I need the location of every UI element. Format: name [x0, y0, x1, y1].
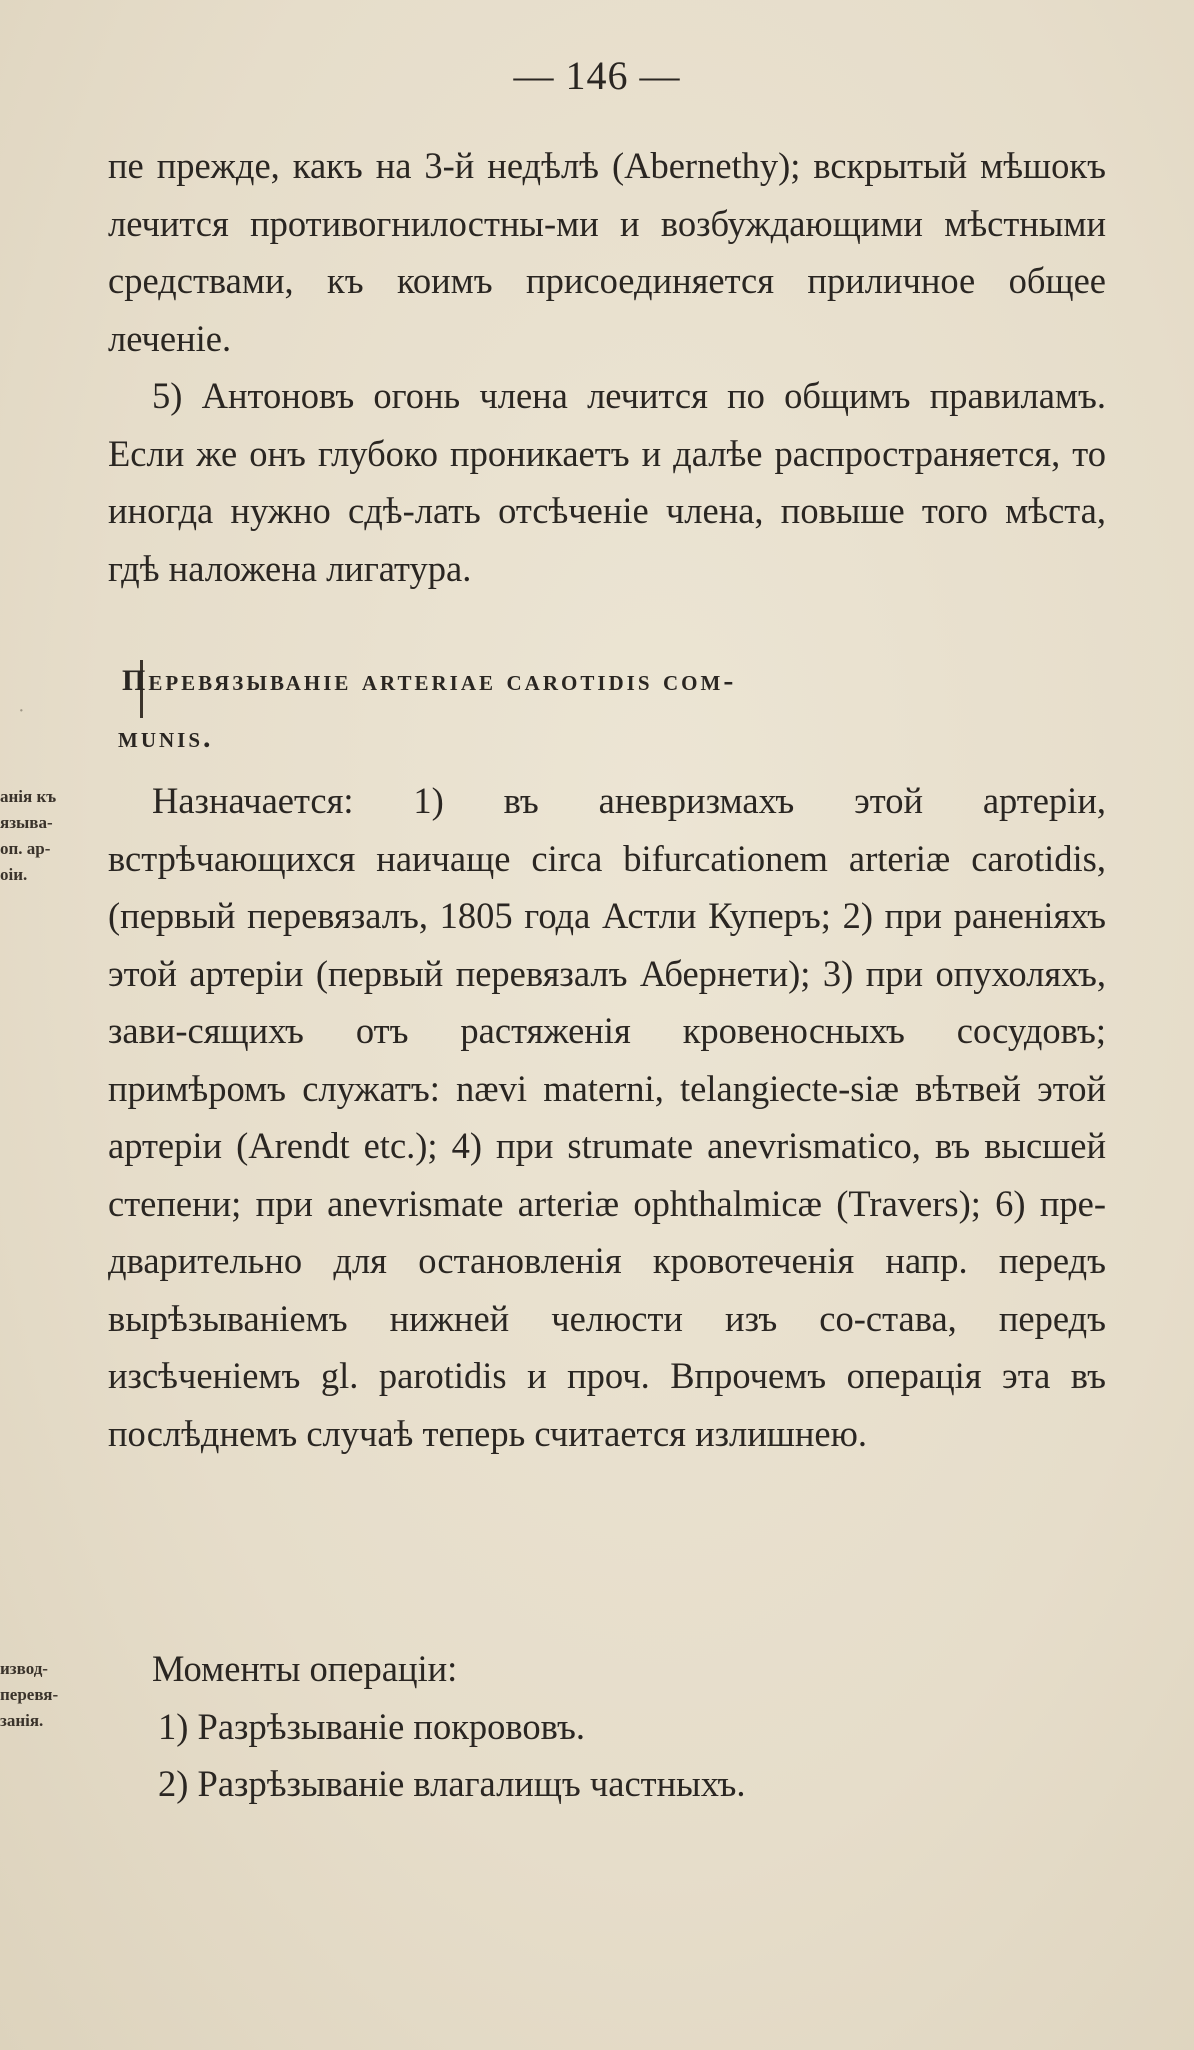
margin-note-line: языва-	[0, 813, 53, 832]
moments-item: 2) Разрѣзываніе влагалищъ частныхъ.	[158, 1763, 746, 1804]
section-heading-line2: munis.	[118, 721, 214, 754]
indications-block	[108, 772, 1106, 1462]
margin-note-indications	[0, 784, 108, 888]
page-number: — 146 —	[513, 53, 681, 98]
margin-note-line: оп. ар-	[0, 839, 51, 858]
paragraph-continuation: пе прежде, какъ на 3-й недѣлѣ (Abernethy); вскрытый мѣшокъ лечится противогнилостны-ми и возбуждающими мѣстными средствами, къ коимъ присоединяется приличное общее леченіе.	[108, 145, 1106, 359]
page-stain: ·	[18, 700, 25, 722]
margin-note-line: перевя-	[0, 1685, 59, 1704]
section-heading	[118, 652, 1102, 766]
margin-note-procedure	[0, 1656, 108, 1734]
paragraph-indications: Назначается: 1) въ аневризмахъ этой артеріи, встрѣчающихся наичаще circa bifurcationem arteriæ carotidis, (первый перевязалъ, 1805 года Астли Куперъ; 2) при раненіяхъ этой артеріи (первый перевязалъ Абернети); 3) при опухоляхъ, зави-сящихъ отъ растяженія кровеносныхъ сосудовъ; примѣромъ служатъ: nævi materni, telangiecte-siæ вѣтвей этой артеріи (Arendt etc.); 4) при strumate anevrismatico, въ высшей степени; при anevrismate arteriæ ophthalmicæ (Travers); 6) пре-дварительно для остановленія кровотеченія напр. передъ вырѣзываніемъ нижней челюсти изъ со-става, передъ изсѣченіемъ gl. parotidis и проч. Впрочемъ операція эта въ послѣднемъ случаѣ теперь считается излишнею.	[108, 780, 1106, 1454]
margin-note-line: извод-	[0, 1659, 48, 1678]
moments-title: Моменты операціи:	[152, 1648, 458, 1689]
margin-note-line: оіи.	[0, 865, 28, 884]
top-paragraphs	[108, 137, 1106, 597]
margin-note-line: занія.	[0, 1711, 44, 1730]
margin-note-line: анія къ	[0, 787, 57, 806]
section-heading-line1: Перевязываніе arteriae carotidis com-	[122, 664, 737, 697]
paragraph-antonov-fire: 5) Антоновъ огонь члена лечится по общимъ правиламъ. Если же онъ глубоко проникаетъ и далѣе распространяется, то иногда нужно сдѣ-лать отсѣченіе члена, повыше того мѣста, гдѣ наложена лигатура.	[108, 375, 1106, 589]
moments-item: 1) Разрѣзываніе покрововъ.	[158, 1705, 585, 1747]
moments-block	[108, 1640, 1106, 1813]
